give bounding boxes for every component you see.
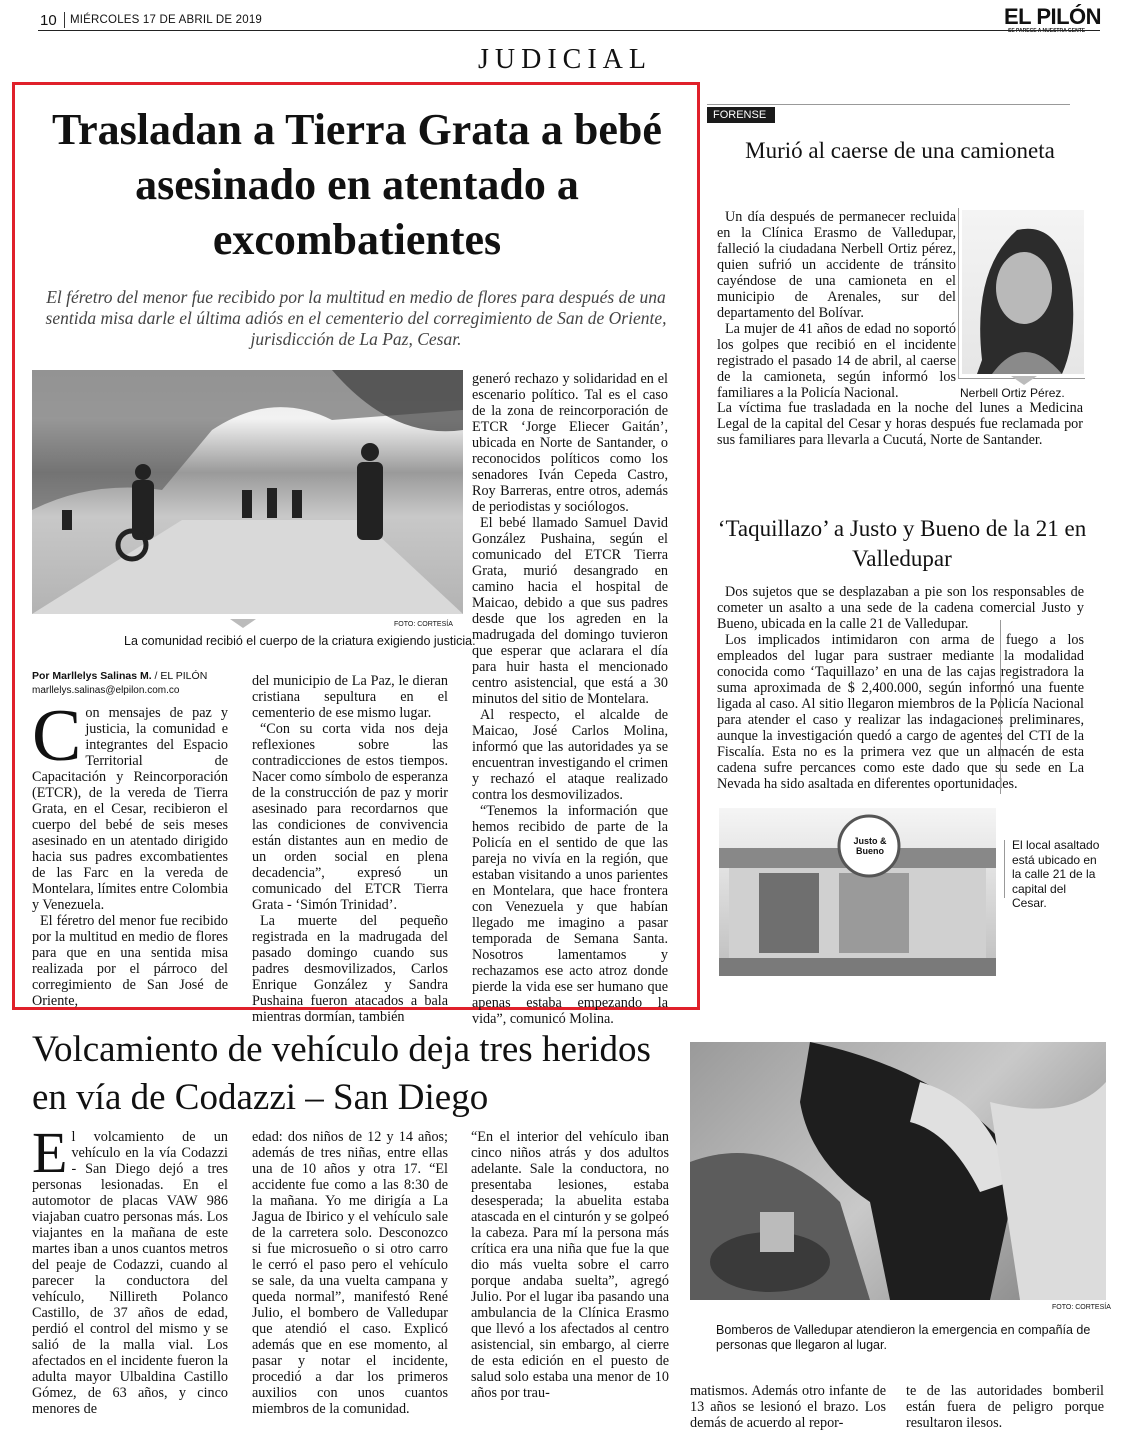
main-photo bbox=[32, 370, 463, 614]
main-paragraph: “Tenemos la información que hemos recibido de parte de la Policía en el sentido de que las pareja no vivía en la región, que estaban visitando a unos parientes en Montelara, que hace frontera con Venezuela y que habían llegado me imagino a pasar temporada de Semana Santa. Nosotros lamentamos y rechazamos ese acto atroz donde pierde la vida ese ser humano que apenas estaba empezando la vida”, comunicó Molina. bbox=[472, 803, 668, 1027]
photo-pointer-icon bbox=[1011, 376, 1037, 385]
main-subtitle: El féretro del menor fue recibido por la multitud en medio de flores para después de una sentida misa darle el última adiós en el cementerio del corregimiento de San de Oriente, jurisdicción de La Paz, Cesar. bbox=[45, 287, 667, 349]
main-paragraph: El féretro del menor fue recibido por la multitud en medio de flores para que en una sentida misa realizada por el párroco del corregimiento de San José de Oriente, bbox=[32, 913, 228, 1009]
forense-tag: FORENSE bbox=[707, 107, 775, 123]
logo-tagline: SE PARECE A NUESTRA GENTE bbox=[1008, 28, 1086, 34]
main-lead-paragraph bbox=[32, 695, 228, 913]
volcamiento-headline: Volcamiento de vehículo deja tres heridos en vía de Codazzi – San Diego bbox=[32, 1029, 651, 1118]
volcamiento-column-2 bbox=[252, 1129, 448, 1417]
accident-photo-caption: Bomberos de Valledupar atendieron la emergencia en compañía de personas que llegaron al lugar. bbox=[716, 1323, 1091, 1352]
volcamiento-column-4 bbox=[690, 1383, 886, 1431]
byline-email: marllelys.salinas@elpilon.com.co bbox=[32, 685, 180, 696]
main-column-1 bbox=[32, 695, 228, 1009]
taquillazo-photo-rule bbox=[1000, 620, 1001, 794]
taquillazo-headline: ‘Taquillazo’ a Justo y Bueno de la 21 en Valledupar bbox=[717, 516, 1087, 571]
section-title: JUDICIAL bbox=[478, 44, 652, 75]
taquillazo-caption-rule bbox=[1004, 840, 1005, 898]
volcamiento-dropcap: E bbox=[32, 1120, 68, 1185]
volcamiento-column-3 bbox=[471, 1129, 669, 1401]
accident-photo bbox=[690, 1042, 1106, 1300]
taquillazo-body bbox=[717, 584, 1084, 792]
taquillazo-paragraph: Los implicados intimidaron con arma de fuego a los empleados del lugar para sustraer mediante la modalidad conocida como ‘Taquillazo’ en una de las cajas registradora la suma aproximada de $ 2,400.000, según informó una fuente ligada al caso. Al sitio llegaron miembros de la Policía Nacional para atender el caso y realizar las indagaciones preliminares, aunque la investigación quedó a cargo de agentes del CTI de la Fiscalía. Esta no es la primera vez que un almacén de esta cadena sufre percances como este dado que su sede en La Nevada ha sido asaltada en diferentes oportunidades. bbox=[717, 632, 1084, 792]
main-paragraph: “Con su corta vida nos deja reflexiones sobre las contradicciones de estos tiempos. Nacer como símbolo de esperanza de la construcción de paz y morir asesinado para recordarnos que las condiciones de convivencia están distantes aun en medio de un orden social en plena decadencia”, expresó un comunicado del ETCR Tierra Grata - ‘Simón Trinidad’. bbox=[252, 721, 448, 913]
main-photo-caption: La comunidad recibió el cuerpo de la criatura exigiendo justicia. bbox=[124, 634, 476, 648]
photo-pointer-icon bbox=[230, 619, 256, 628]
storefront-illustration bbox=[719, 808, 996, 976]
forense-headline: Murió al caerse de una camioneta bbox=[745, 138, 1055, 163]
header-rule bbox=[38, 30, 1100, 31]
forense-body-bottom bbox=[717, 400, 1083, 448]
forense-paragraph: Un día después de permanecer recluida en la Clínica Erasmo de Valledupar, falleció la ciudadana Nerbell Ortiz pérez, quien sufrió un accidente de tránsito cayéndose de una camioneta en el municipio de Arenales, sur del departamento del Bolívar. bbox=[717, 209, 956, 321]
main-column-2 bbox=[252, 673, 448, 1025]
forense-photo bbox=[962, 210, 1084, 374]
byline bbox=[32, 670, 207, 682]
newspaper-logo: EL PILÓN bbox=[1004, 4, 1102, 29]
taquillazo-photo-caption: El local asaltado está ubicado en la calle 21 de la capital del Cesar. bbox=[1012, 838, 1100, 910]
rescue-illustration bbox=[690, 1042, 1106, 1300]
accident-photo-credit: FOTO: CORTESÍA bbox=[1052, 1304, 1111, 1311]
byline-author: Por Marllelys Salinas M. bbox=[32, 670, 152, 682]
forense-photo-caption: Nerbell Ortiz Pérez. bbox=[960, 386, 1065, 400]
main-lead-text: on mensajes de paz y justicia, la comunidad e integrantes del Espacio Territorial de Capacitación y Reincorporación (ETCR), de la vereda de Tierra Grata, en el Cesar, recibieron el cuerpo del bebé de seis meses asesinado en un atentado dirigido hacia sus padres excombatientes de las Farc en la vereda de Montelara, límites entre Colombia y Venezuela. bbox=[32, 705, 228, 913]
forense-top-rule bbox=[707, 104, 1070, 105]
volcamiento-paragraph: te de las autoridades bomberil están fuera de peligro porque resultaron ilesos. bbox=[906, 1383, 1104, 1431]
store-sign-text: Justo & Bueno bbox=[853, 836, 887, 856]
main-paragraph: La muerte del pequeño registrada en la madrugada del pasado domingo cuando sus padres desmovilizados, Carlos Enrique González y Sandra Pushaina fueron atacados a bala mientras dormían, también bbox=[252, 913, 448, 1025]
main-dropcap: C bbox=[32, 695, 82, 777]
forense-paragraph: La víctima fue trasladada en la noche del lunes a Medicina Legal de la capital del Cesar y horas después fue reclamada por sus familiares para llevarla a Cucutá, Norte de Santander. bbox=[717, 400, 1083, 448]
page-number: 10 bbox=[40, 12, 57, 29]
taquillazo-paragraph: Dos sujetos que se desplazaban a pie son los responsables de cometer un asalto a una sede de la cadena comercial Justo y Bueno, ubicada en la calle 21 de Valledupar. bbox=[717, 584, 1084, 632]
volcamiento-paragraph: matismos. Además otro infante de 13 años se lesionó el brazo. Los demás de acuerdo al repor- bbox=[690, 1383, 886, 1431]
volcamiento-column-1 bbox=[32, 1120, 228, 1417]
main-column-3 bbox=[472, 371, 668, 1027]
forense-paragraph: La mujer de 41 años de edad no soportó los golpes que recibió en el incidente registrado el pasado 14 de abril, al caerse de la camioneta, según informó los familiares a la Policía Nacional. bbox=[717, 321, 956, 401]
procession-illustration bbox=[32, 370, 463, 614]
volcamiento-paragraph: “En el interior del vehículo iban cinco niños atrás y dos adultos adelante. Sale la conductora, no presentaba lesiones, estaba desesperada; la abuelita estaba atascada en el cinturón y se golpeó la cabeza. Para mí la persona más crítica era una niña que fue la que dio más vuelta sobre el carro porque andaba suelta”, agregó Julio. Por el lugar iba pasando una ambulancia de la Clínica Erasmo que llevó a los afectados al centro asistencial, sin embargo, al cierre de esta edición en el puesto de salud solo estaba una menor de 10 años por trau- bbox=[471, 1129, 669, 1401]
main-paragraph: del municipio de La Paz, le dieran cristiana sepultura en el cementerio de ese mismo lugar. bbox=[252, 673, 448, 721]
byline-outlet: / EL PILÓN bbox=[151, 670, 208, 682]
header-divider bbox=[64, 12, 65, 28]
store-photo bbox=[719, 808, 996, 976]
volcamiento-paragraph bbox=[32, 1120, 228, 1417]
main-paragraph: generó rechazo y solidaridad en el escenario político. Tal es el caso de la zona de reincorporación de ETCR ‘Jorge Eliecer Gaitán’, ubicada en Norte de Santander, o reconocidos políticos como los senadores Iván Cepeda Castro, Roy Barreras, entre otros, además de periodistas y sociólogos. bbox=[472, 371, 668, 515]
main-paragraph: Al respecto, el alcalde de Maicao, José Carlos Molina, informó que las autoridades ya se encuentran investigando el crimen y rechazó el ataque realizado contra los desmovilizados. bbox=[472, 707, 668, 803]
main-headline: Trasladan a Tierra Grata a bebé asesinado en atentado a excombatientes bbox=[52, 105, 662, 264]
main-photo-credit: FOTO: CORTESÍA bbox=[394, 621, 453, 628]
portrait-illustration bbox=[962, 210, 1084, 374]
forense-body-top bbox=[717, 209, 956, 401]
volcamiento-paragraph: edad: dos niños de 12 y 14 años; además de tres niñas, entre ellas una de 10 años y otra 17. “El accidente fue como a las 8:30 de la mañana. Yo me dirigía a La Jagua de Ibirico y el vehículo sale de la carretera solo. Desconozco si fue microsueño o si otro carro le cerró el paso pero el vehículo se sale, da una vuelta campana y queda normal”, manifestó René Julio, el bombero de Valledupar que atendió el caso. Explicó además que en ese momento, al pasar y notar el incidente, procedió a dar los primeros auxilios con unos cuantos miembros de la comunidad. bbox=[252, 1129, 448, 1417]
volcamiento-text: l volcamiento de un vehículo en la vía Codazzi - San Diego dejó a tres personas lesionadas. En el automotor de placas VAW 986 viajaban cuatro personas más. Los viajantes en la mañana de este martes iban a unos cuantos metros del peaje de Codazzi, cuando al parecer la conductora del vehículo, Nillireth Polanco Castillo, de 37 años de edad, perdió el control del mismo y se salió de la malla vial. Los afectados en el incidente fueron la adulta mayor Ulbaldina Castillo Gómez, de 63 años, y cinco menores de bbox=[32, 1129, 228, 1417]
main-paragraph: El bebé llamado Samuel David González Pushaina, según el comunicado del ETCR Tierra Grata, murió desangrado en camino hacia el hospital de Maicao, debido a que sus padres desde que los agreden en la madrugada del domingo tuvieron que esperar que aclarara el día para huir hasta el mencionado centro asistencial, que está a 30 minutos del sitio de Montelara. bbox=[472, 515, 668, 707]
header-date: MIÉRCOLES 17 DE ABRIL DE 2019 bbox=[70, 14, 263, 26]
volcamiento-column-5 bbox=[906, 1383, 1104, 1431]
